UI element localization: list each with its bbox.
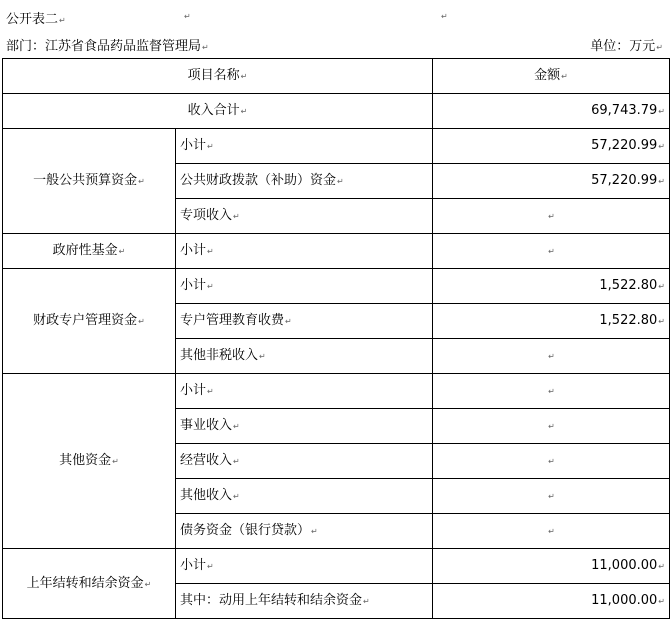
row-label-text: 小计 <box>180 243 207 258</box>
row-label <box>176 339 433 374</box>
paragraph-mark-icon: ↵ <box>118 247 126 256</box>
row-amount-text: 1,522.80 <box>599 278 658 293</box>
paragraph-mark-icon: ↵ <box>548 212 555 221</box>
paragraph-mark-icon: ↵ <box>548 492 555 501</box>
paragraph-mark-icon: ↵ <box>548 387 555 396</box>
paragraph-mark-icon: ↵ <box>233 457 240 466</box>
row-amount <box>433 409 670 444</box>
row-label <box>176 234 433 269</box>
row-amount-text: 1,522.80 <box>599 313 658 328</box>
row-amount <box>433 374 670 409</box>
row-amount <box>433 514 670 549</box>
row-label-text: 小计 <box>180 138 207 153</box>
table-title-text: 公开表二 <box>6 12 59 27</box>
paragraph-mark-icon: ↵ <box>207 562 214 571</box>
row-amount <box>433 339 670 374</box>
row-label-text: 债务资金（银行贷款） <box>180 523 311 538</box>
row-amount <box>433 304 670 339</box>
paragraph-mark-icon: ↵ <box>337 177 344 186</box>
paragraph-mark-icon: ↵ <box>240 107 248 116</box>
paragraph-mark-icon: ↵ <box>311 527 318 536</box>
paragraph-mark-icon: ↵ <box>561 72 568 81</box>
paragraph-mark-icon: ↵ <box>138 317 145 326</box>
row-amount <box>433 129 670 164</box>
paragraph-mark-icon: ↵ <box>658 562 665 571</box>
row-amount <box>433 444 670 479</box>
unit-text: 单位：万元 <box>590 39 656 54</box>
group-name-text: 财政专户管理资金 <box>33 313 138 328</box>
paragraph-mark-icon: ↵ <box>207 142 214 151</box>
paragraph-mark-icon: ↵ <box>363 597 370 606</box>
total-amount-text: 69,743.79 <box>591 103 658 118</box>
row-amount <box>433 164 670 199</box>
total-label <box>3 94 433 129</box>
paragraph-mark-icon: ↵ <box>548 247 555 256</box>
group-name <box>3 234 176 269</box>
group-name-text: 上年结转和结余资金 <box>26 575 144 591</box>
row-label-text: 小计 <box>180 278 207 293</box>
header-item-name <box>3 59 433 94</box>
row-amount <box>433 199 670 234</box>
group-name <box>3 374 176 549</box>
row-label <box>176 444 433 479</box>
row-label-text: 其他非税收入 <box>180 348 259 363</box>
total-amount <box>433 94 670 129</box>
paragraph-mark-icon: ↵ <box>441 12 448 21</box>
row-label-text: 小计 <box>180 558 207 573</box>
row-label <box>176 199 433 234</box>
row-amount-text: 11,000.00 <box>591 593 658 608</box>
paragraph-mark-icon: ↵ <box>112 457 119 466</box>
paragraph-mark-icon: ↵ <box>59 16 66 25</box>
header-amount <box>433 59 670 94</box>
row-label <box>176 269 433 304</box>
paragraph-mark-icon: ↵ <box>548 527 555 536</box>
row-label-text: 小计 <box>180 383 207 398</box>
row-amount <box>433 549 670 584</box>
row-label <box>176 304 433 339</box>
group-name <box>3 269 176 374</box>
table-title <box>6 8 66 27</box>
paragraph-mark-icon: ↵ <box>548 352 555 361</box>
row-label <box>176 164 433 199</box>
paragraph-mark-icon: ↵ <box>658 107 665 116</box>
paragraph-mark-icon: ↵ <box>259 352 266 361</box>
paragraph-mark-icon: ↵ <box>658 317 665 326</box>
header-item-name-text: 项目名称 <box>187 68 240 83</box>
group-name-text: 一般公共预算资金 <box>33 173 138 188</box>
paragraph-mark-icon: ↵ <box>233 422 240 431</box>
row-label-text: 经营收入 <box>180 453 233 468</box>
group-name-text: 政府性基金 <box>52 243 118 258</box>
row-label-text: 专户管理教育收费 <box>180 313 285 328</box>
department-text: 部门：江苏省食品药品监督管理局 <box>6 39 202 54</box>
paragraph-mark-icon: ↵ <box>233 492 240 501</box>
row-label <box>176 409 433 444</box>
row-label <box>176 514 433 549</box>
total-row <box>3 94 670 129</box>
paragraph-mark-icon: ↵ <box>548 457 555 466</box>
row-amount-text: 11,000.00 <box>591 558 658 573</box>
row-label-text: 公共财政拨款（补助）资金 <box>180 173 337 188</box>
paragraph-mark-icon: ↵ <box>207 387 214 396</box>
paragraph-mark-icon: ↵ <box>207 247 214 256</box>
paragraph-mark-icon: ↵ <box>548 422 555 431</box>
table-row <box>3 234 670 269</box>
row-amount <box>433 234 670 269</box>
paragraph-mark-icon: ↵ <box>658 597 665 606</box>
paragraph-mark-icon: ↵ <box>240 72 248 81</box>
row-amount <box>433 584 670 619</box>
header-amount-text: 金额 <box>534 68 561 83</box>
table-row <box>3 129 670 164</box>
row-label-text: 其他收入 <box>180 488 233 503</box>
row-label-text: 其中：动用上年结转和结余资金 <box>180 593 363 608</box>
row-amount-text: 57,220.99 <box>591 138 658 153</box>
paragraph-mark-icon: ↵ <box>138 177 145 186</box>
row-label <box>176 479 433 514</box>
paragraph-mark-icon: ↵ <box>656 43 663 52</box>
paragraph-mark-icon: ↵ <box>658 177 665 186</box>
paragraph-mark-icon: ↵ <box>202 43 209 52</box>
income-budget-table <box>2 58 670 619</box>
group-name <box>3 549 176 619</box>
row-label <box>176 129 433 164</box>
paragraph-mark-icon: ↵ <box>233 212 240 221</box>
table-row <box>3 374 670 409</box>
paragraph-mark-icon: ↵ <box>207 282 214 291</box>
table-row <box>3 549 670 584</box>
group-name-text: 其他资金 <box>59 453 112 468</box>
row-label <box>176 584 433 619</box>
department-line <box>6 35 209 54</box>
group-name <box>3 129 176 234</box>
row-amount <box>433 479 670 514</box>
unit-line <box>590 35 663 54</box>
table-row <box>3 269 670 304</box>
row-label-text: 事业收入 <box>180 418 233 433</box>
row-amount <box>433 269 670 304</box>
paragraph-mark-icon: ↵ <box>285 317 292 326</box>
row-amount-text: 57,220.99 <box>591 173 658 188</box>
paragraph-mark-icon: ↵ <box>184 12 191 21</box>
paragraph-mark-icon: ↵ <box>144 579 152 589</box>
row-label <box>176 549 433 584</box>
header-row <box>3 59 670 94</box>
row-label <box>176 374 433 409</box>
row-label-text: 专项收入 <box>180 208 233 223</box>
total-label-text: 收入合计 <box>187 103 240 118</box>
paragraph-mark-icon: ↵ <box>658 142 665 151</box>
paragraph-mark-icon: ↵ <box>658 282 665 291</box>
